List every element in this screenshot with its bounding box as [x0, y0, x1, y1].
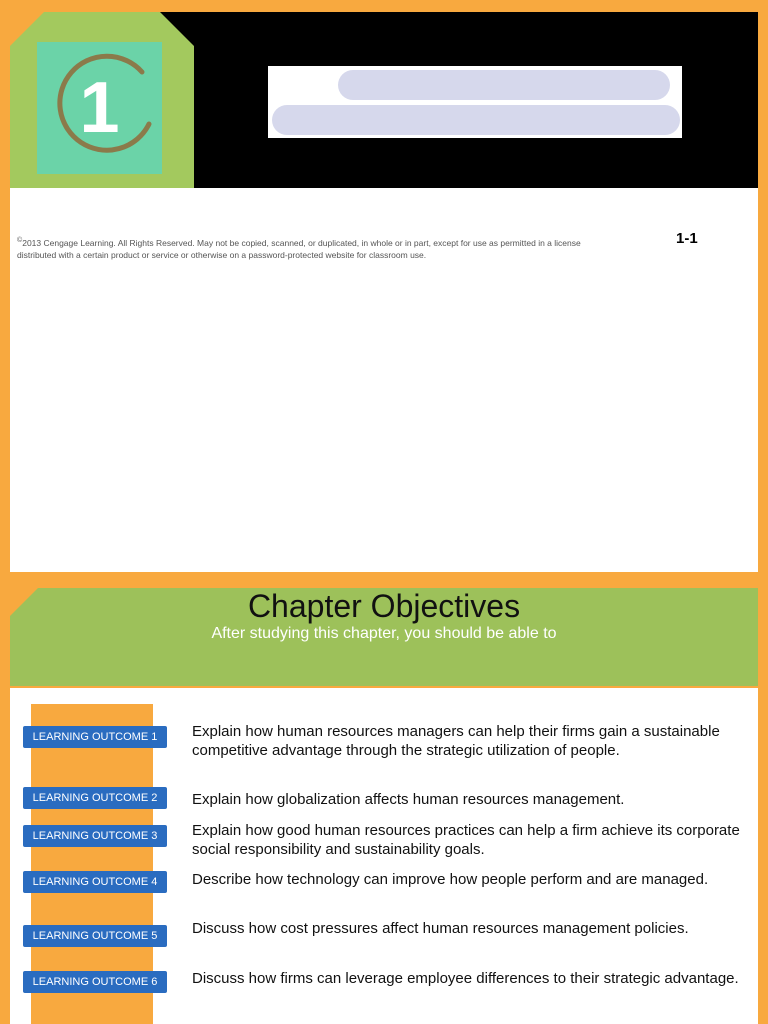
slide-number: 1-1 [676, 230, 698, 247]
learning-outcome-text: Describe how technology can improve how people perform and are managed. [192, 871, 709, 888]
learning-outcome-text: Explain how human resources managers can help their firms gain a sustainable competitive advantage through the strategic utilization of people. [192, 723, 720, 759]
corner-cut [160, 12, 194, 46]
learning-outcome-text: Explain how good human resources practices can help a firm achieve its corporate social responsibility and sustainability goals. [192, 822, 740, 858]
slide-2 [10, 588, 758, 1024]
redacted-line [338, 70, 670, 100]
learning-outcome-badge: LEARNING OUTCOME 3 [23, 825, 167, 847]
copyright-text: 2013 Cengage Learning. All Rights Reserved. May not be copied, scanned, or duplicated, in whole or in part, except for use as permitted in a license distributed with a certain product or service or otherwise on a password-protected website for classroom use. [17, 237, 581, 260]
redacted-line [272, 105, 680, 135]
objectives-header [10, 588, 758, 686]
chapter-number-box [37, 42, 162, 174]
objectives-body [10, 688, 758, 1024]
chapter-number: 1 [79, 68, 120, 148]
corner-cut [10, 12, 44, 46]
copyright-notice [17, 234, 597, 261]
redacted-title [268, 66, 682, 138]
learning-outcome-text: Explain how globalization affects human resources management. [192, 791, 625, 808]
learning-outcome-badge: LEARNING OUTCOME 1 [23, 726, 167, 748]
learning-outcome-badge: LEARNING OUTCOME 2 [23, 787, 167, 809]
learning-outcome-badge: LEARNING OUTCOME 6 [23, 971, 167, 993]
learning-outcome-badge: LEARNING OUTCOME 4 [23, 871, 167, 893]
learning-outcome-text: Discuss how firms can leverage employee differences to their strategic advantage. [192, 970, 739, 987]
learning-outcome-text: Discuss how cost pressures affect human resources management policies. [192, 920, 689, 937]
page-title: Chapter Objectives [247, 588, 521, 624]
learning-outcome-badge: LEARNING OUTCOME 5 [23, 925, 167, 947]
page-subtitle: After studying this chapter, you should be able to [211, 625, 557, 642]
copyright-symbol: © [17, 236, 23, 244]
slide-1 [10, 12, 758, 572]
